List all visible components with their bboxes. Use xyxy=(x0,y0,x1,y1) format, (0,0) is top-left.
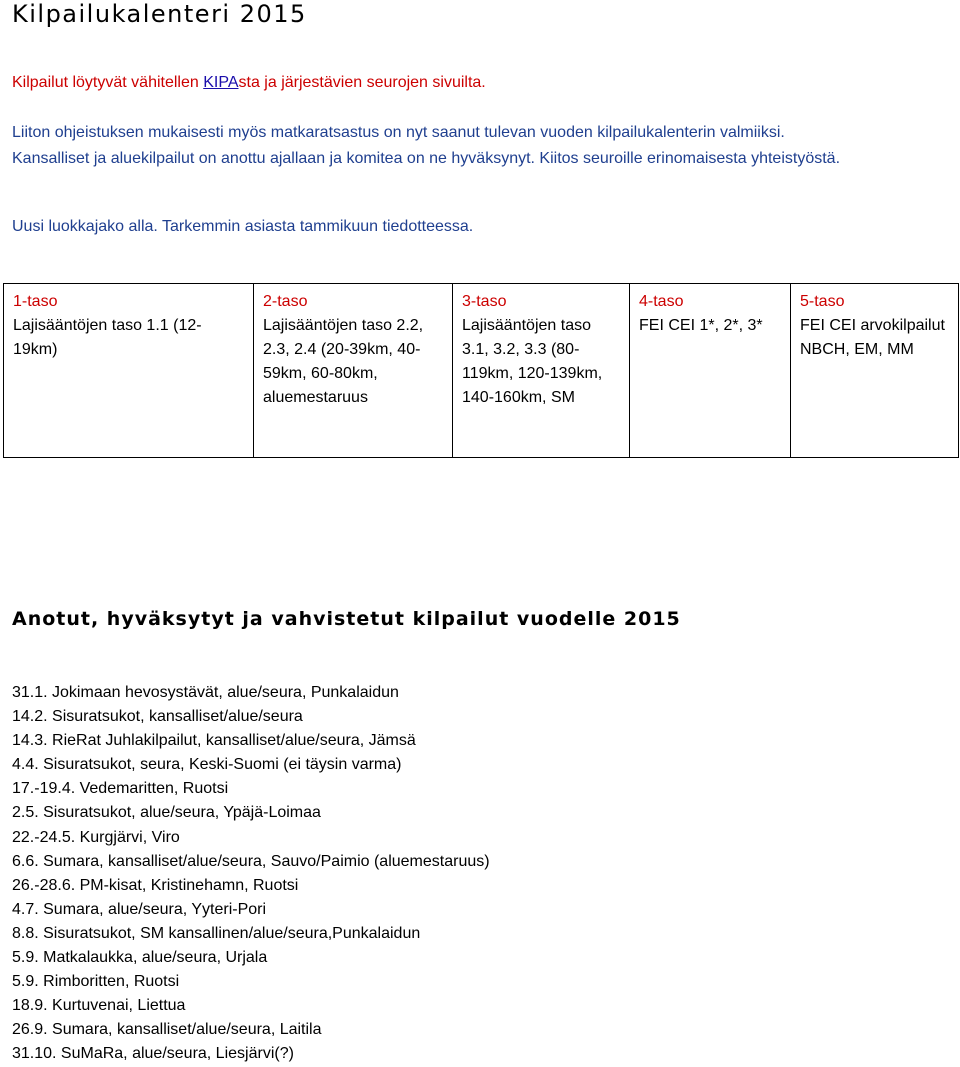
event-item: 5.9. Matkalaukka, alue/seura, Urjala xyxy=(12,949,268,967)
level-description: FEI CEI arvokilpailut NBCH, EM, MM xyxy=(800,317,945,358)
intro-text-before: Kilpailut löytyvät vähitellen xyxy=(12,74,204,91)
event-item: 2.5. Sisuratsukot, alue/seura, Ypäjä-Loimaa xyxy=(12,804,321,822)
level-title: 2-taso xyxy=(263,293,308,310)
info-line-2: Kansalliset ja aluekilpailut on anottu ajallaan ja komitea on ne hyväksynyt. Kiitos seuroille erinomaisesta yhteistyöstä. xyxy=(12,150,841,167)
level-title: 1-taso xyxy=(13,293,58,310)
level-table xyxy=(3,283,959,458)
level-cell-5 xyxy=(791,284,959,458)
level-title: 5-taso xyxy=(800,293,845,310)
info-paragraph xyxy=(12,120,942,172)
level-cell-4 xyxy=(630,284,791,458)
level-table-row xyxy=(4,284,959,458)
event-item: 14.2. Sisuratsukot, kansalliset/alue/seura xyxy=(12,708,303,726)
intro-text xyxy=(12,74,486,92)
level-title: 4-taso xyxy=(639,293,684,310)
event-item: 18.9. Kurtuvenai, Liettua xyxy=(12,997,186,1015)
level-cell-3 xyxy=(453,284,630,458)
level-cell-2 xyxy=(254,284,453,458)
event-item: 26.9. Sumara, kansalliset/alue/seura, Laitila xyxy=(12,1021,322,1039)
intro-text-after: sta ja järjestävien seurojen sivuilta. xyxy=(238,74,486,91)
page-title: Kilpailukalenteri 2015 xyxy=(12,0,307,28)
event-item: 22.-24.5. Kurgjärvi, Viro xyxy=(12,828,180,846)
event-item: 6.6. Sumara, kansalliset/alue/seura, Sauvo/Paimio (aluemestaruus) xyxy=(12,852,490,870)
event-item: 31.1. Jokimaan hevosystävät, alue/seura, Punkalaidun xyxy=(12,684,399,701)
class-division-note: Uusi luokkajako alla. Tarkemmin asiasta tammikuun tiedotteessa. xyxy=(12,218,474,235)
level-description: FEI CEI 1*, 2*, 3* xyxy=(639,317,763,334)
level-title: 3-taso xyxy=(462,293,507,310)
kipa-link[interactable]: KIPA xyxy=(203,74,239,91)
event-item: 4.4. Sisuratsukot, seura, Keski-Suomi (ei täysin varma) xyxy=(12,756,402,774)
event-item: 5.9. Rimboritten, Ruotsi xyxy=(12,973,180,991)
section-heading: Anotut, hyväksytyt ja vahvistetut kilpailut vuodelle 2015 xyxy=(12,608,681,630)
level-description: Lajisääntöjen taso 3.1, 3.2, 3.3 (80-119km, 120-139km, 140-160km, SM xyxy=(462,317,603,406)
event-item: 14.3. RieRat Juhlakilpailut, kansalliset/alue/seura, Jämsä xyxy=(12,732,416,750)
event-item: 8.8. Sisuratsukot, SM kansallinen/alue/seura,Punkalaidun xyxy=(12,924,421,942)
event-item: 17.-19.4. Vedemaritten, Ruotsi xyxy=(12,780,229,798)
level-cell-1 xyxy=(4,284,254,458)
event-item: 31.10. SuMaRa, alue/seura, Liesjärvi(?) xyxy=(12,1045,294,1063)
event-item: 26.-28.6. PM-kisat, Kristinehamn, Ruotsi xyxy=(12,876,299,894)
level-description: Lajisääntöjen taso 2.2, 2.3, 2.4 (20-39km, 40-59km, 60-80km, aluemestaruus xyxy=(263,317,424,406)
event-list xyxy=(12,681,490,1067)
level-description: Lajisääntöjen taso 1.1 (12-19km) xyxy=(13,317,202,358)
info-line-1: Liiton ohjeistuksen mukaisesti myös matkaratsastus on nyt saanut tulevan vuoden kilpailukalenterin valmiiksi. xyxy=(12,124,785,141)
event-item: 4.7. Sumara, alue/seura, Yyteri-Pori xyxy=(12,900,267,918)
